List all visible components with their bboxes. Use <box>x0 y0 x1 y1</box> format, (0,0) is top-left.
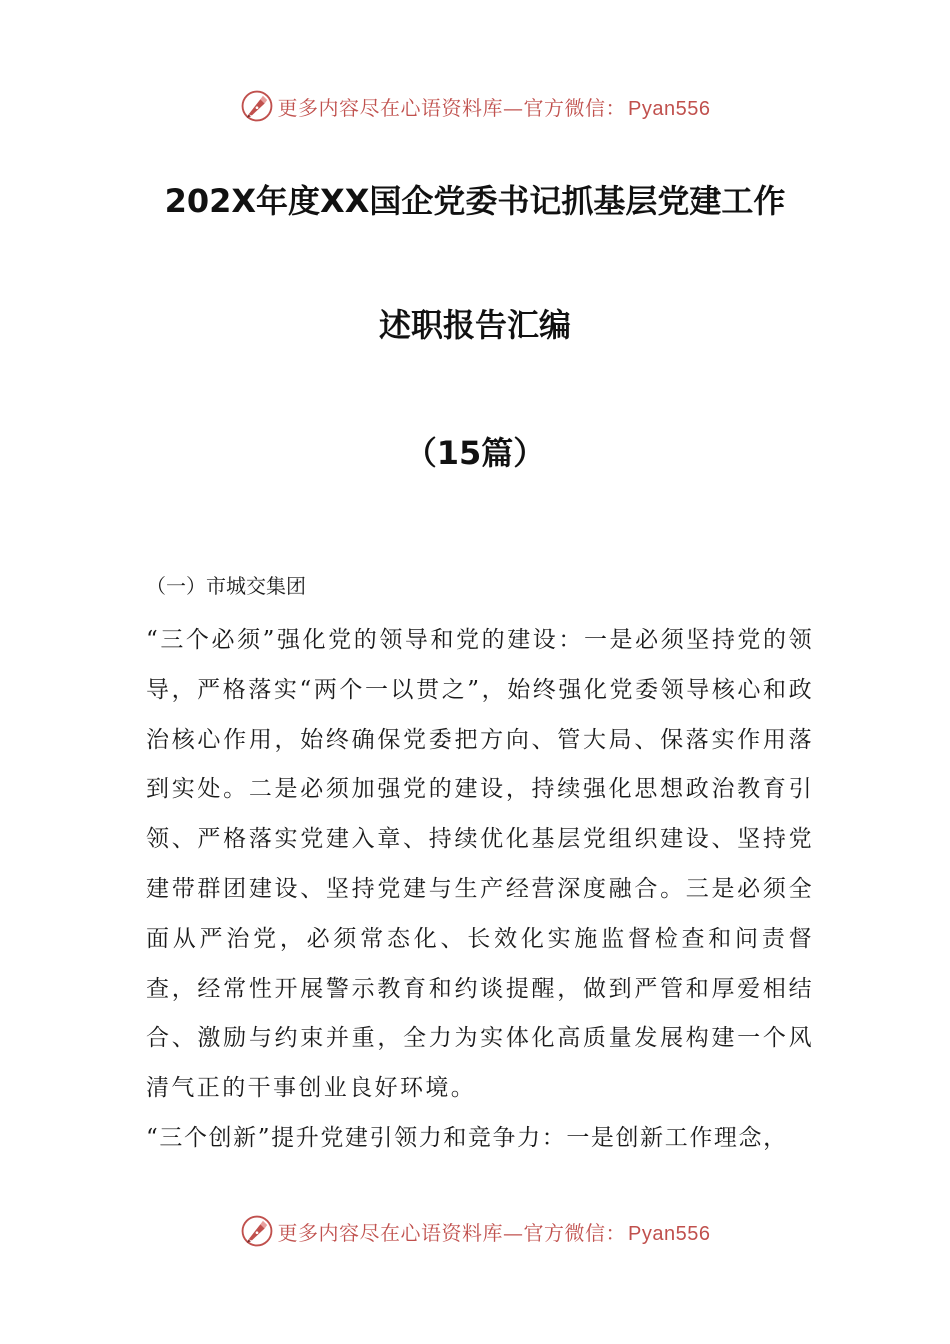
body-paragraph: “三个创新”提升党建引领力和竞争力：一是创新工作理念， <box>146 1124 788 1151</box>
document-title-count: （15篇） <box>404 434 546 472</box>
section-heading: （一）市城交集团 <box>146 574 306 598</box>
body-paragraph: “三个必须”强化党的领导和党的建设：一是必须坚持党的领导，严格落实“两个一以贯之”，始终强化党委领导核心和政治核心作用，始终确保党委把方向、管大局、保落实作用落到实处。二是必须加强党的建设，持续强化思想政治教育引领、严格落实党建入章、持续优化基层党组织建设、坚持党建带群团建设、坚持党建与生产经营深度融合。三是必须全面从严治党，必须常态化、长效化实施监督检查和问责督查，经常性开展警示教育和约谈提醒，做到严管和厚爱相结合、激励与约束并重，全力为实体化高质量发展构建一个风清气正的干事创业良好环境。 <box>146 627 814 1102</box>
footer-watermark <box>0 1209 950 1253</box>
header-watermark <box>0 84 950 128</box>
wechat-id: Pyan556 <box>628 97 711 120</box>
pen-nib-icon <box>240 1214 274 1248</box>
watermark-text: 更多内容尽在心语资料库—官方微信： Pyan556 <box>277 95 711 120</box>
document-body <box>146 568 814 1164</box>
document-title-line1: 202X年度XX国企党委书记抓基层党建工作 <box>164 182 786 220</box>
document-title-line2: 述职报告汇编 <box>378 306 571 344</box>
watermark-text: 更多内容尽在心语资料库—官方微信： Pyan556 <box>277 1220 711 1245</box>
wechat-id: Pyan556 <box>628 1222 711 1245</box>
pen-nib-icon <box>240 89 274 123</box>
